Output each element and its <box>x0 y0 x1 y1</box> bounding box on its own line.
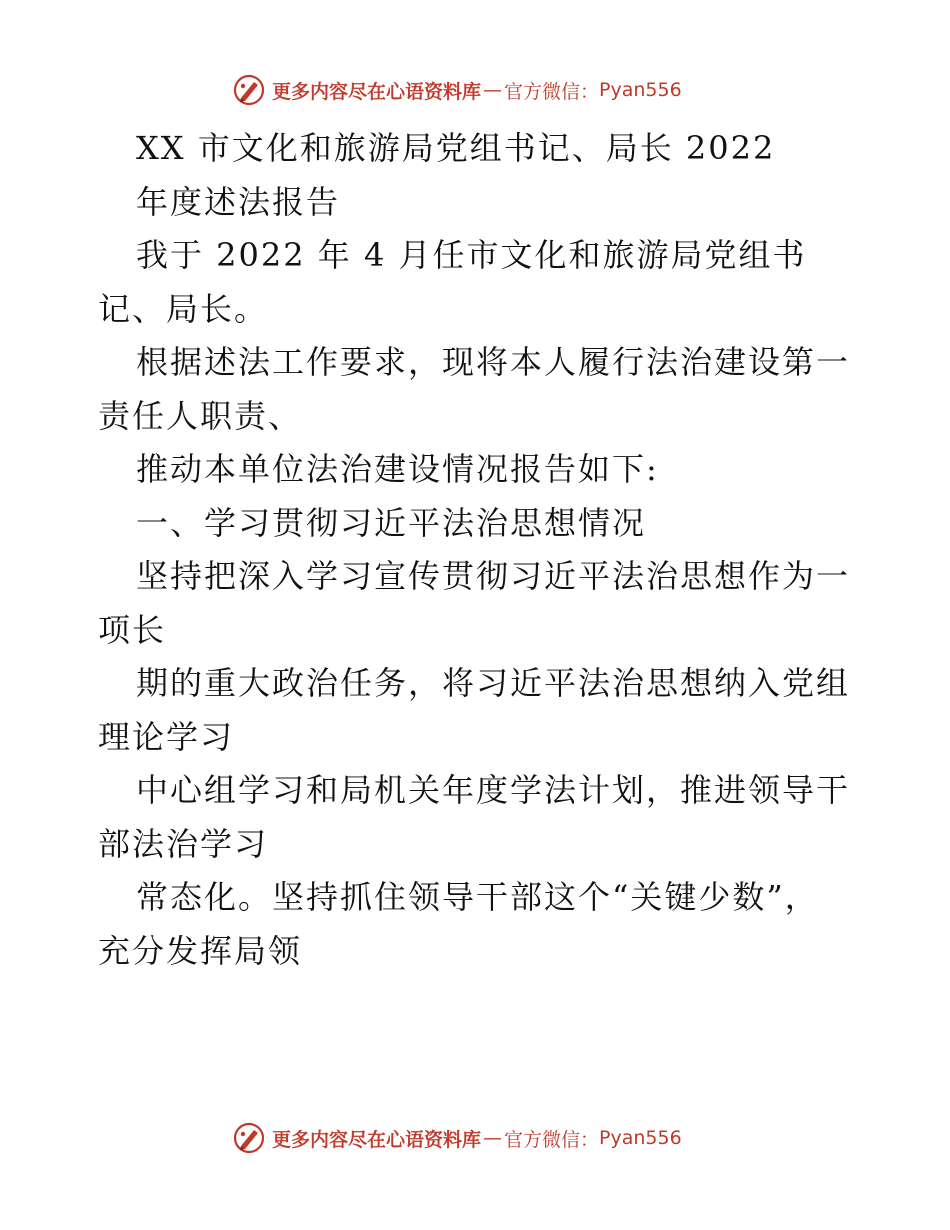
text-line: 项长 <box>98 610 167 649</box>
text-line: 记、局长。 <box>98 289 269 328</box>
text-line: 中心组学习和局机关年度学法计划，推进领导干 <box>136 771 851 809</box>
header-watermark <box>232 70 682 110</box>
pen-logo-icon <box>232 1121 266 1155</box>
text-line: 期的重大政治任务，将习近平法治思想纳入党组 <box>136 664 851 702</box>
text-line: 责任人职责、 <box>98 396 303 435</box>
text-line: 一、学习贯彻习近平法治思想情况 <box>136 503 647 542</box>
watermark-title: 更多内容尽在心语资料库 <box>272 1128 482 1151</box>
text-line: 坚持把深入学习宣传贯彻习近平法治思想作为一 <box>136 557 851 595</box>
watermark-separator: — <box>483 79 503 101</box>
document-body <box>98 122 858 978</box>
text-line: 我于 2022 年 4 月任市文化和旅游局党组书 <box>136 236 807 274</box>
watermark-wechat-label: 官方微信： <box>504 1128 600 1151</box>
text-line: 根据述法工作要求，现将本人履行法治建设第一 <box>136 343 851 381</box>
watermark-wechat-label: 官方微信： <box>504 80 600 103</box>
text-line: 年度述法报告 <box>136 182 341 221</box>
text-line: 部法治学习 <box>98 824 269 863</box>
watermark-separator: — <box>483 1127 503 1149</box>
footer-watermark <box>232 1118 682 1158</box>
text-line: 推动本单位法治建设情况报告如下: <box>136 450 659 488</box>
text-line: 理论学习 <box>98 717 235 756</box>
watermark-title: 更多内容尽在心语资料库 <box>272 80 482 103</box>
text-line: XX 市文化和旅游局党组书记、局长 2022 <box>136 129 776 167</box>
text-line: 充分发挥局领 <box>98 931 303 970</box>
watermark-wechat-id: Pyan556 <box>599 79 682 101</box>
watermark-wechat-id: Pyan556 <box>599 1127 682 1149</box>
pen-logo-icon <box>232 73 266 107</box>
text-line: 常态化。坚持抓住领导干部这个“关键少数”， <box>136 878 819 916</box>
